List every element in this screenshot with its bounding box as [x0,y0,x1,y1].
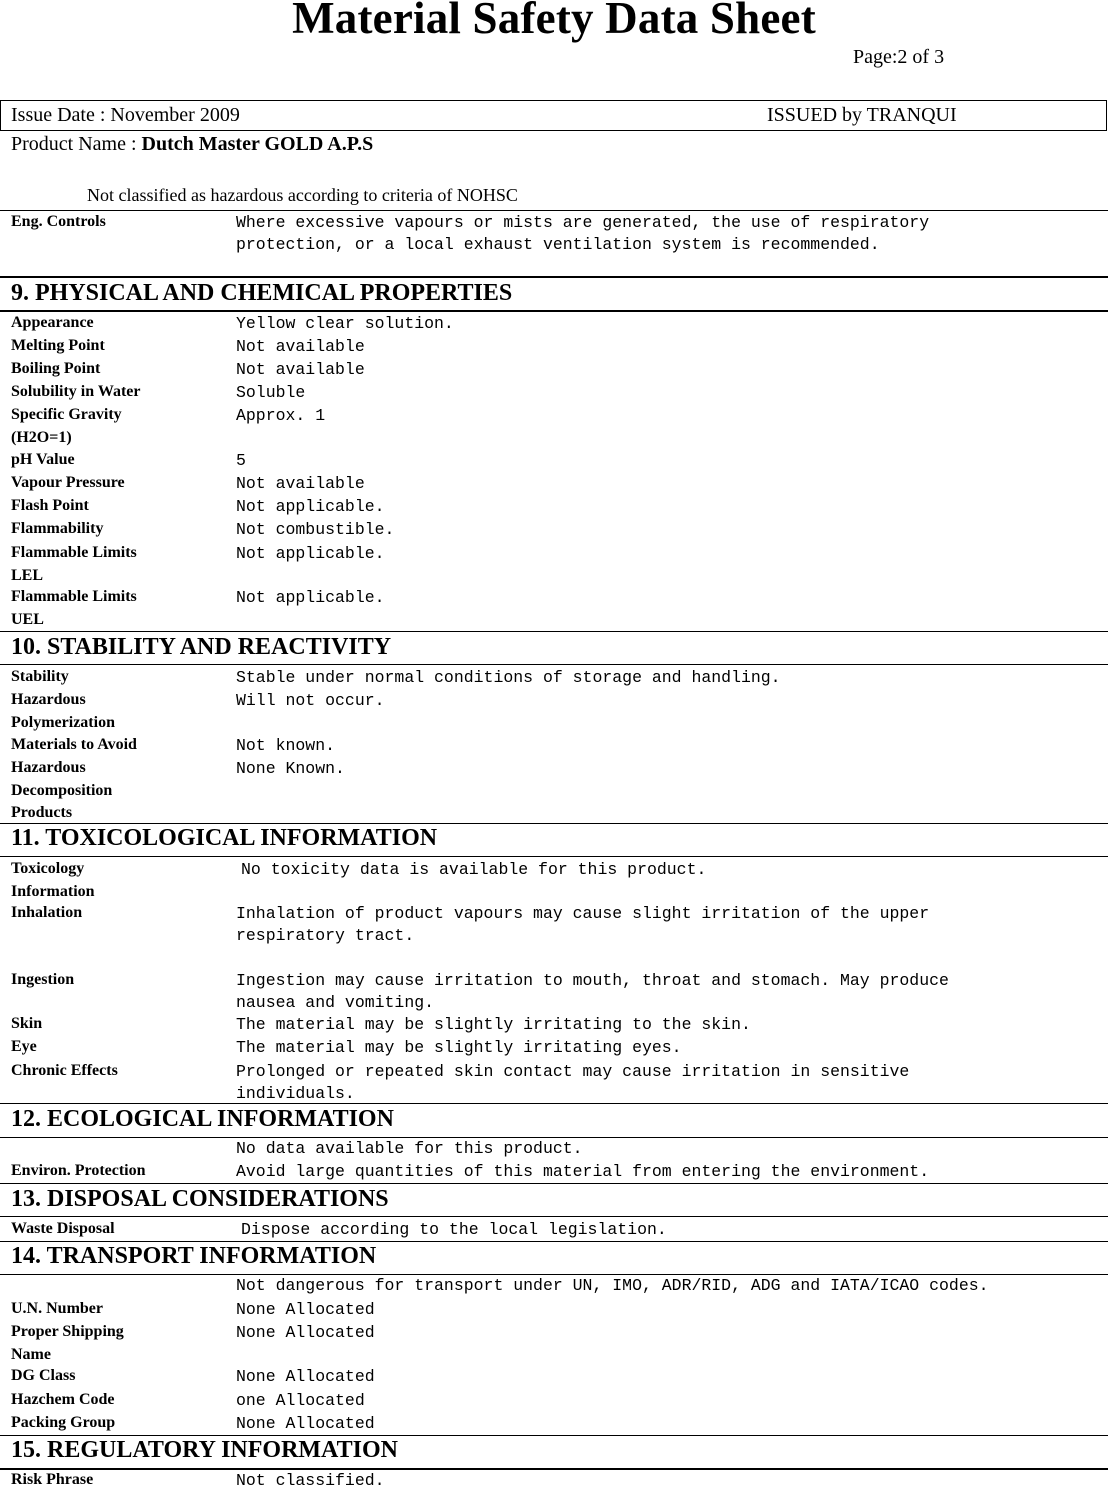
appearance-label: Appearance [11,314,94,331]
page-number: Page:2 of 3 [853,46,945,68]
product-name: Dutch Master GOLD A.P.S [141,133,374,155]
hazchem-code-value: one Allocated [236,1391,365,1410]
section-11-title: 11. TOXICOLOGICAL INFORMATION [11,825,438,851]
risk-phrase-value: Not classified. [236,1471,385,1490]
transport-note: Not dangerous for transport under UN, IMO, ADR/RID, ADG and IATA/ICAO codes. [236,1276,989,1295]
chronic-effects-label: Chronic Effects [11,1062,118,1079]
environ-protection-label: Environ. Protection [11,1162,146,1179]
section-13-title: 13. DISPOSAL CONSIDERATIONS [11,1186,389,1212]
divider [0,664,1108,665]
section-10-title: 10. STABILITY AND REACTIVITY [11,634,392,660]
divider [0,1435,1108,1436]
classification-note: Not classified as hazardous according to criteria of NOHSC [87,185,518,205]
section-9-title: 9. PHYSICAL AND CHEMICAL PROPERTIES [11,280,513,306]
flammability-value: Not combustible. [236,520,395,539]
specific-gravity-label: Specific Gravity (H2O=1) [11,406,122,446]
document-title: Material Safety Data Sheet [292,0,816,43]
ph-value-label: pH Value [11,451,75,468]
melting-point-label: Melting Point [11,337,105,354]
specific-gravity-value: Approx. 1 [236,406,326,425]
materials-to-avoid-label: Materials to Avoid [11,736,137,753]
divider [0,1103,1108,1104]
flash-point-value: Not applicable. [236,497,385,516]
stability-value: Stable under normal conditions of storage and handling. [236,668,781,687]
ingestion-label: Ingestion [11,971,75,988]
flammable-limits-lel-label: Flammable Limits LEL [11,544,137,584]
hazchem-code-label: Hazchem Code [11,1391,115,1408]
toxicology-information-value: No toxicity data is available for this product. [241,860,707,879]
flammable-limits-uel-label: Flammable Limits UEL [11,588,137,628]
divider [0,631,1108,632]
eye-value: The material may be slightly irritating eyes. [236,1038,682,1057]
stability-label: Stability [11,668,69,685]
ph-value: 5 [236,451,246,470]
flash-point-label: Flash Point [11,497,89,514]
hazardous-decomposition-label: Hazardous Decomposition Products [11,759,113,821]
divider [0,856,1108,857]
materials-to-avoid-value: Not known. [236,736,336,755]
appearance-value: Yellow clear solution. [236,314,454,333]
eye-label: Eye [11,1038,37,1055]
ingestion-value: Ingestion may cause irritation to mouth, throat and stomach. May produce nausea and vomiting. [236,971,949,1012]
issued-by: ISSUED by TRANQUI [767,104,957,126]
divider [0,1183,1108,1184]
boiling-point-value: Not available [236,360,365,379]
hazardous-decomposition-value: None Known. [236,759,345,778]
packing-group-label: Packing Group [11,1414,116,1431]
toxicology-information-label: Toxicology Information [11,860,95,900]
un-number-label: U.N. Number [11,1300,103,1317]
product-name-line [11,133,373,156]
chronic-effects-value: Prolonged or repeated skin contact may cause irritation in sensitive individuals. [236,1062,910,1103]
hazardous-polymerization-label: Hazardous Polymerization [11,691,115,731]
flammability-label: Flammability [11,520,104,537]
un-number-value: None Allocated [236,1300,375,1319]
flammable-limits-uel-value: Not applicable. [236,588,385,607]
eng-controls-value: Where excessive vapours or mists are generated, the use of respiratory protection, or a local exhaust ventilation system is recommended. [236,213,930,254]
hazardous-polymerization-value: Will not occur. [236,691,385,710]
divider [0,1241,1108,1242]
vapour-pressure-value: Not available [236,474,365,493]
melting-point-value: Not available [236,337,365,356]
section-14-title: 14. TRANSPORT INFORMATION [11,1243,377,1269]
eng-controls-label: Eng. Controls [11,213,106,230]
divider [0,276,1108,278]
risk-phrase-label: Risk Phrase [11,1471,94,1488]
dg-class-value: None Allocated [236,1367,375,1386]
solubility-value: Soluble [236,383,306,402]
inhalation-value: Inhalation of product vapours may cause slight irritation of the upper respiratory tract. [236,904,930,945]
waste-disposal-label: Waste Disposal [11,1220,115,1237]
packing-group-value: None Allocated [236,1414,375,1433]
solubility-label: Solubility in Water [11,383,141,400]
flammable-limits-lel-value: Not applicable. [236,544,385,563]
section-12-title: 12. ECOLOGICAL INFORMATION [11,1106,394,1132]
proper-shipping-name-value: None Allocated [236,1323,375,1342]
waste-disposal-value: Dispose according to the local legislation. [241,1220,667,1239]
dg-class-label: DG Class [11,1367,76,1384]
ecological-note: No data available for this product. [236,1139,583,1158]
proper-shipping-name-label: Proper Shipping Name [11,1323,124,1363]
environ-protection-value: Avoid large quantities of this material from entering the environment. [236,1162,930,1181]
divider [0,1216,1108,1217]
product-name-label: Product Name : [11,133,142,155]
vapour-pressure-label: Vapour Pressure [11,474,125,491]
skin-value: The material may be slightly irritating to the skin. [236,1015,751,1034]
divider [0,823,1108,824]
issue-date: Issue Date : November 2009 [11,104,240,126]
section-15-title: 15. REGULATORY INFORMATION [11,1437,398,1463]
inhalation-label: Inhalation [11,904,83,921]
skin-label: Skin [11,1015,43,1032]
boiling-point-label: Boiling Point [11,360,101,377]
